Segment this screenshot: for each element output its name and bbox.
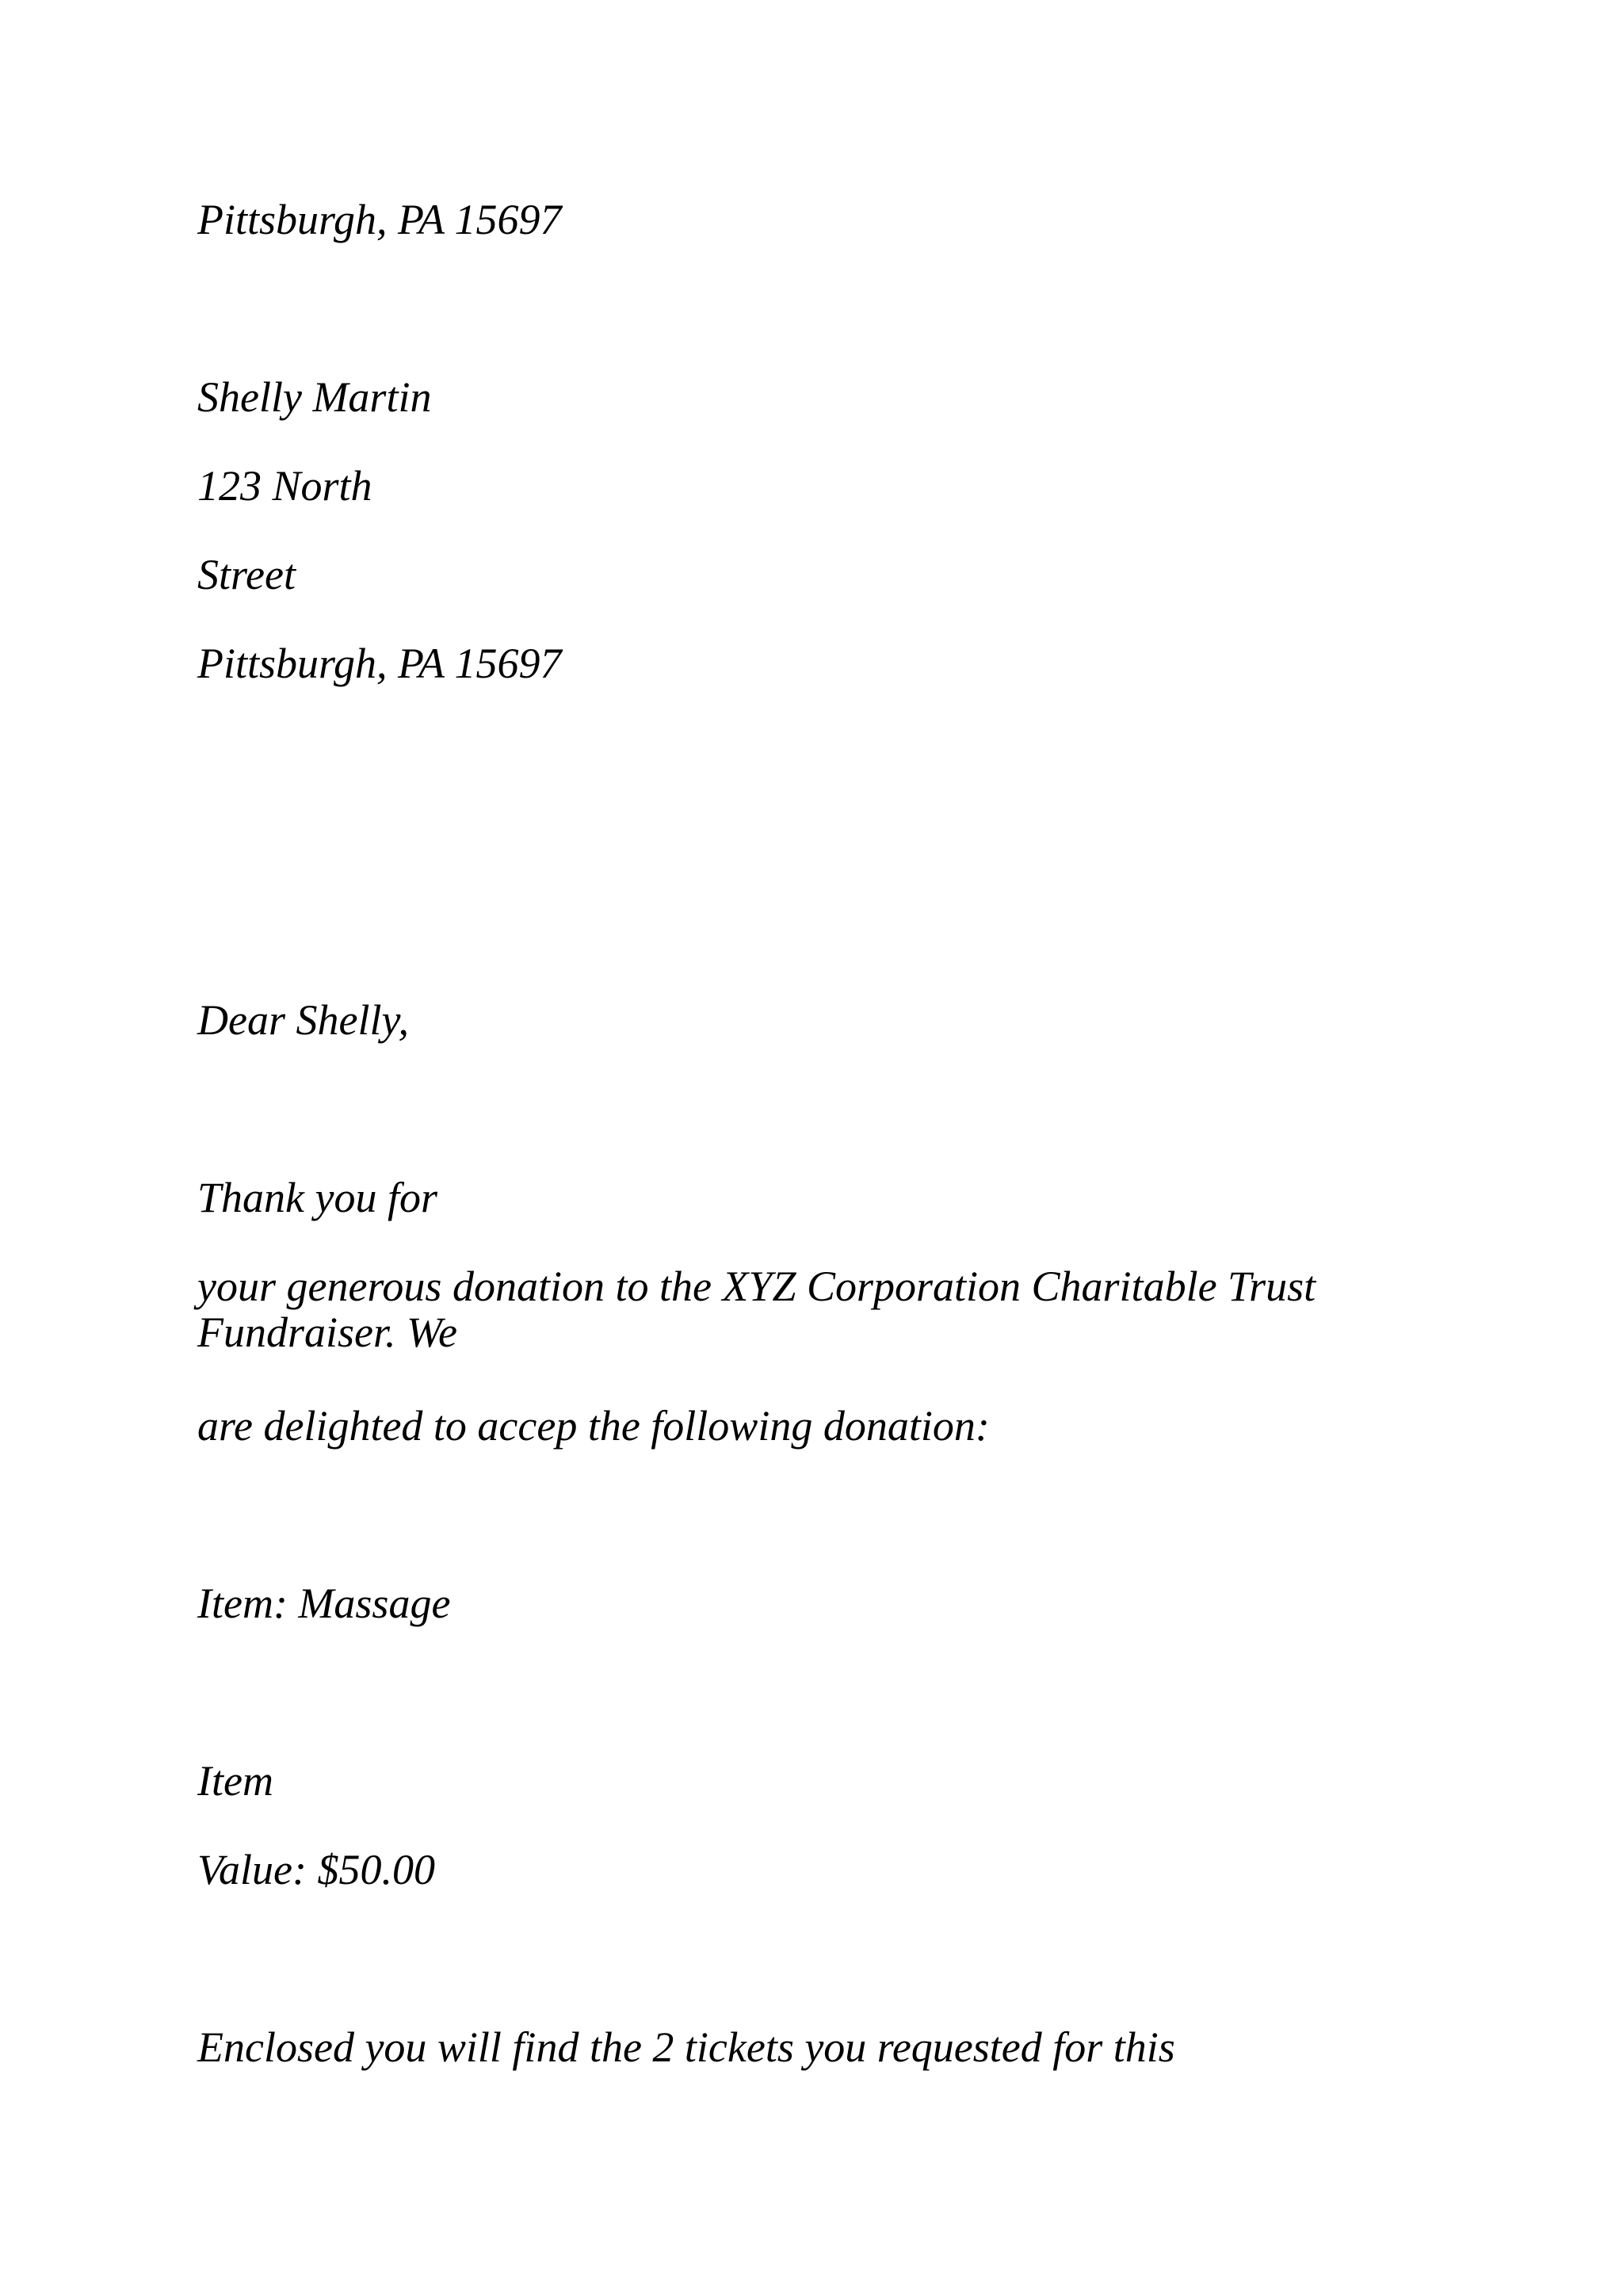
item-value-line: Value: $50.00 bbox=[197, 1846, 435, 1893]
sender-city-line: Pittsburgh, PA 15697 bbox=[197, 196, 562, 243]
recipient-city-line: Pittsburgh, PA 15697 bbox=[197, 640, 562, 687]
body-line-1: Thank you for bbox=[197, 1174, 437, 1221]
body-line-2a: your generous donation to the XYZ Corporation Charitable Trust bbox=[197, 1263, 1316, 1310]
item-line: Item: Massage bbox=[197, 1580, 451, 1627]
body-line-3: are delighted to accep the following donation: bbox=[197, 1402, 990, 1450]
recipient-address-line1: 123 North bbox=[197, 462, 372, 510]
item-value-label: Item bbox=[197, 1757, 273, 1805]
body-line-2b: Fundraiser. We bbox=[197, 1308, 458, 1356]
recipient-name: Shelly Martin bbox=[197, 373, 432, 421]
recipient-address-line2: Street bbox=[197, 551, 296, 598]
closing-line: Enclosed you will find the 2 tickets you requested for this bbox=[197, 2023, 1175, 2071]
salutation: Dear Shelly, bbox=[197, 996, 409, 1044]
